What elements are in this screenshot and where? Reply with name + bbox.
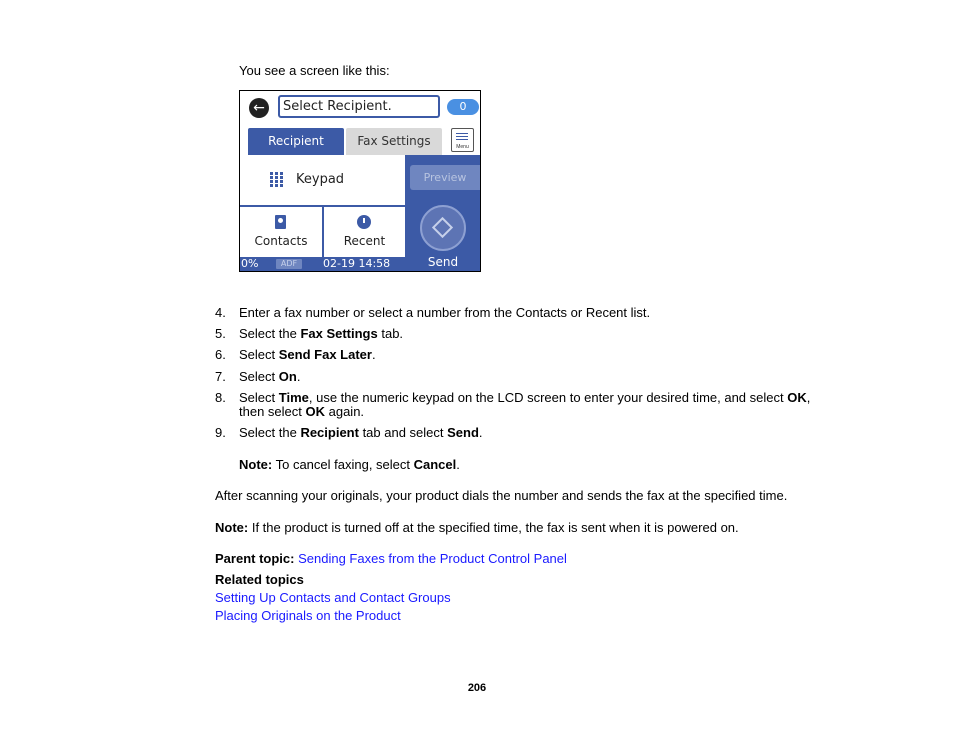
recipient-field: Select Recipient. — [278, 95, 440, 118]
related-topics-heading: Related topics — [215, 572, 304, 587]
contacts-label: Contacts — [254, 234, 308, 248]
recent-tile — [324, 207, 405, 257]
send-button — [420, 205, 466, 251]
recipient-count-badge: 0 — [447, 99, 479, 115]
related-link-contacts[interactable]: Setting Up Contacts and Contact Groups — [215, 590, 451, 605]
step-text: Select the Recipient tab and select Send. — [239, 425, 483, 440]
tab-recipient: Recipient — [248, 128, 344, 155]
keypad-label: Keypad — [296, 172, 345, 187]
send-diamond-icon — [432, 217, 453, 238]
clock-icon — [357, 215, 371, 229]
lcd-status-bar — [240, 257, 405, 271]
step-number: 4. — [215, 305, 226, 320]
step-text: Select On. — [239, 369, 301, 384]
status-percent: 0% — [241, 257, 259, 270]
keypad-icon — [270, 172, 283, 187]
parent-topic-link[interactable]: Sending Faxes from the Product Control Panel — [298, 551, 567, 566]
parent-topic: Parent topic: Sending Faxes from the Product Control Panel — [215, 551, 567, 566]
lcd-screenshot — [239, 90, 481, 272]
step-number: 8. — [215, 390, 226, 405]
step-number: 5. — [215, 326, 226, 341]
cancel-note: Note: To cancel faxing, select Cancel. — [239, 457, 460, 472]
step-text: Select Time, use the numeric keypad on the LCD screen to enter your desired time, and select OK, — [239, 390, 811, 405]
recent-label: Recent — [343, 234, 386, 248]
contacts-icon — [275, 215, 286, 229]
after-scanning-paragraph: After scanning your originals, your product dials the number and sends the fax at the specified time. — [215, 488, 788, 503]
menu-icon — [451, 128, 474, 152]
step-number: 7. — [215, 369, 226, 384]
page-number: 206 — [467, 682, 487, 694]
adf-badge: ADF — [276, 259, 302, 269]
lcd-top-bar — [240, 91, 480, 125]
keypad-tile — [240, 155, 405, 205]
contacts-tile — [240, 207, 322, 257]
step-number: 6. — [215, 347, 226, 362]
status-datetime: 02-19 14:58 — [323, 257, 391, 270]
lcd-tab-row — [240, 125, 480, 155]
step-text: Select Send Fax Later. — [239, 347, 376, 362]
arrow-left-icon: ← — [249, 98, 269, 118]
step-number: 9. — [215, 425, 226, 440]
step-text: Enter a fax number or select a number from the Contacts or Recent list. — [239, 305, 651, 320]
power-note: Note: If the product is turned off at the specified time, the fax is sent when it is powered on. — [215, 520, 739, 535]
menu-label: Menu — [456, 144, 469, 150]
step-text: Select the Fax Settings tab. — [239, 326, 404, 341]
related-link-originals[interactable]: Placing Originals on the Product — [215, 608, 401, 623]
tab-fax-settings: Fax Settings — [346, 128, 442, 155]
intro-text: You see a screen like this: — [239, 63, 390, 78]
step-text-continued: then select OK again. — [239, 404, 365, 419]
preview-button: Preview — [410, 165, 480, 190]
send-label: Send — [427, 255, 459, 269]
